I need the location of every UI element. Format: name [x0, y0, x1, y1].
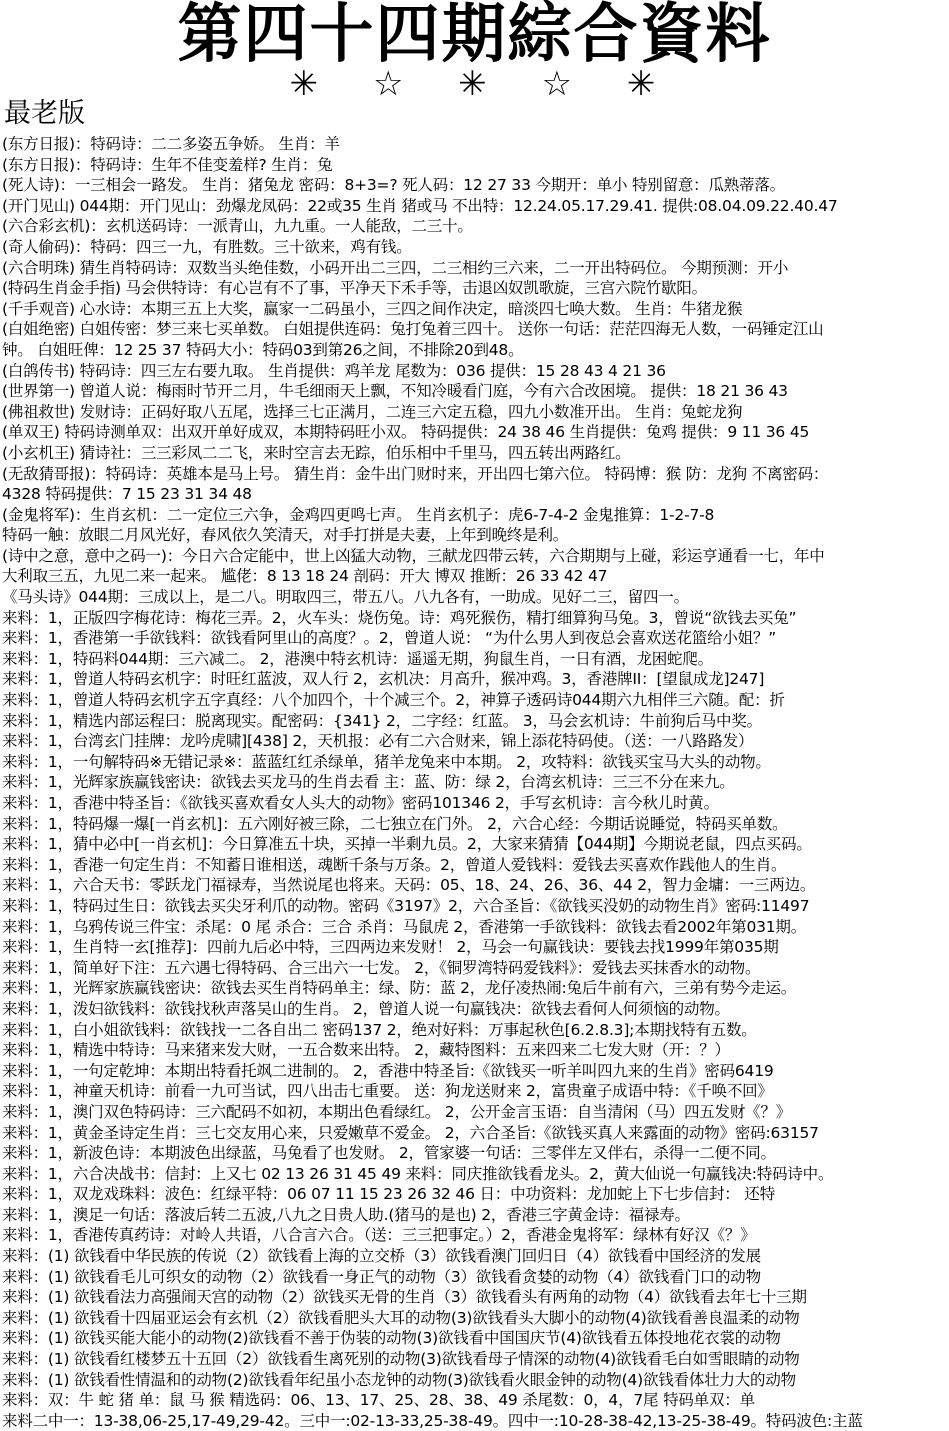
text-line: 来料：1，精选内部运程曰：脱离现实。配密码：{341} 2，二字经：红蓝。 3，马会玄机诗：牛前狗后马中奖。: [2, 711, 762, 730]
text-line: 来料：1，特码爆一爆[一肖玄机]：五六刚好被三除，二七独立在门外。 2，六合心经：今期话说睡觉，特码买单数。: [2, 814, 788, 833]
text-line: 来料：1，泼妇欲钱料：欲钱找秋声落吴山的生肖。 2，曾道人说一句赢钱决：欲钱去看何人何须恼的动物。: [2, 999, 730, 1018]
text-line: (无敌猜哥报)：特码诗：英雄本是马上号。 猜生肖：金牛出门财时来，开出四七第六位。 特码博：猴 防：龙狗 不离密码：: [2, 464, 829, 483]
text-line: 来料：双：牛 蛇 猪 单：鼠 马 猴 精选码：06、13、17、25、28、38、49 杀尾数：0，4，7尾 特码单双：单: [2, 1391, 755, 1410]
text-line: 《马头诗》044期：三成以上，是二八。明取四三，带五八。八九各有，一助成。见好二三，留四一。: [2, 588, 689, 607]
text-line: (开门见山) 044期：开门见山：劲爆龙凤码：22或35 生肖 猪或马 不出特：12.24.05.17.29.41. 提供:08.04.09.22.40.47: [2, 196, 838, 215]
text-line: 来料：1，生肖特一玄[推荐]：四前九后必中特，三四两边来发财！ 2，马会一句赢钱诀：要钱去找1999年第035期: [2, 938, 779, 957]
text-line: (诗中之意，意中之码一)：今日六合定能中，世上凶猛大动物，三献龙四带云转，六合期期与上碰，彩运亨通看一七，年中: [2, 546, 825, 565]
text-line: 来料：1，光辉家族赢钱密诀：欲钱去买生肖特码单主：绿、防：蓝 2，龙仔凌热闹:兔后牛前有六，三弟有势今走运。: [2, 979, 797, 998]
text-line: 来料：(1) 欲钱看法力高强闹天宫的动物（2）欲钱买无骨的生肖（3）欲钱看头有两角的动物（4）欲钱看去年七十三期: [2, 1288, 807, 1307]
text-line: (特码生肖金手指) 马会供特诗：有心岂有不了事，平净天下禾手等，击退凶奴凯歌旋，三宫六院竹歇阳。: [2, 279, 707, 298]
text-line: 来料：1，简单好下注：五六遇七得特码、合三出六一七发。 2，《铜罗湾特码爱钱料》：爱钱去买抹香水的动物。: [2, 958, 761, 977]
text-line: 来料：1，特码料044期：三六减二。 2，港澳中特玄机诗：遥遥无期，狗鼠生肖，一日有酒，龙困蛇爬。: [2, 649, 713, 668]
star-decoration: [0, 66, 949, 102]
text-line: 来料：1，澳足一句话：落波后转二五波,八九之日贵人助.(猪马的是也) 2，香港三字黄金诗：福禄寿。: [2, 1205, 690, 1224]
text-line: 来料：1，曾道人特码玄机字五字真经：八个加四个，十个减三个。2，神算子透码诗044期六九相伴三六随。配：折: [2, 691, 785, 710]
text-line: 来料：(1) 欲钱买能大能小的动物(2)欲钱看不善于伪装的动物(3)欲钱看中国国庆节(4)欲钱看五体投地花衣裳的动物: [2, 1329, 781, 1348]
text-line: 钟。 白姐旺俾：12 25 37 特码大小：特码03到第26之间，不排除20到48。: [2, 340, 524, 359]
text-line: 来料：1，香港第一手欲钱料：欲钱看阿里山的高度？。2，曾道人说： “为什么男人到夜总会喜欢送花篮给小姐？”: [2, 629, 777, 648]
text-line: 来料：1，香港传真药诗：对岭人共语，八合言六合。（送：三三把事定。）2，香港金鬼将军：绿林有好汉《？》: [2, 1226, 756, 1245]
text-line: 来料：1，曾道人特码玄机字：时旺红蓝波，双人行 2，玄机决：月高升，猴冲鸡。3，香港牌II：[望鼠成龙]247]: [2, 670, 765, 689]
text-line: 来料：1，香港中特圣旨：《欲钱买喜欢看女人头大的动物》密码101346 2，手写玄机诗：言今秋儿时黄。: [2, 794, 719, 812]
text-line: 来料二中一：13-38,06-25,17-49,29-42。三中一:02-13-33,25-38-49。四中一:10-28-38-42,13-25-38-49。特码波色:主蓝: [2, 1411, 863, 1430]
text-line: 来料：(1) 欲钱看中华民族的传说（2）欲钱看上海的立交桥（3）欲钱看澳门回归日（4）欲钱看中国经济的发展: [2, 1247, 761, 1266]
text-line: (奇人偷码)：特码：四三一九，有胜数。三十欲来，鸡有钱。: [2, 237, 412, 256]
asterisk-icon: ✳: [626, 64, 660, 104]
text-line: 特码一触：放眼二月风光好，春风依久笑清天，对手打拼是夫妻，上年到晚终是利。: [2, 526, 569, 545]
text-line: 来料：1，新波色诗：本期波色出绿蓝，马兔看了也发财。 2，管家婆一句话：三零伴左又伴右，杀得一二便不同。: [2, 1144, 776, 1163]
text-line: 来料：1，澳门双色特码诗：三六配码不如初，本期出色看绿红。 2，公开金言玉语：自当清闲（马）四五发财《？》: [2, 1102, 792, 1121]
text-line: (世界第一) 曾道人说：梅雨时节开二月，牛毛细雨天上飘，不知冷暖看门庭，今有六合改困境。 提供：18 21 36 43: [2, 382, 788, 401]
text-line: (死人诗)：一三相会一路发。 生肖：猪兔龙 密码：8+3=? 死人码：12 27 33 今期开：单小 特别留意：瓜熟蒂落。: [2, 176, 785, 195]
star-icon: ☆: [372, 64, 408, 104]
text-line: 来料：1，光辉家族赢钱密诀：欲钱去买龙马的生肖去看 主：蓝、防：绿 2，台湾玄机诗：三三不分在来九。: [2, 773, 735, 792]
star-icon: ☆: [541, 64, 577, 104]
text-line: 来料：1，猜中必中[一肖玄机]：今日算准五十块，买掉一半剩九员。2，大家来猜猜【044期】今期说老鼠，四点买码。: [2, 835, 812, 854]
text-line: 来料：(1) 欲钱看红楼梦五十五回（2）欲钱看生离死别的动物(3)欲钱看母子情深的动物(4)欲钱看毛白如雪眼睛的动物: [2, 1350, 800, 1369]
text-line: 来料：(1) 欲钱看十四届亚运会有玄机（2）欲钱看肥头大耳的动物(3)欲钱看头大脚小的动物(4)欲钱看善良温柔的动物: [2, 1308, 800, 1327]
text-line: 来料：1，六合决战书：信封：上又七 02 13 26 31 45 49 来料：同庆推欲钱看龙头。2，黄大仙说一句赢钱决:特码诗中。: [2, 1164, 834, 1183]
text-line: 来料：1，香港一句定生肖：不知蓄日谁相送，魂断千条与万条。2，曾道人爱钱料：爱钱去买喜欢作践他人的生肖。: [2, 855, 787, 874]
page-title: 第四十四期綜合資料: [177, 0, 772, 72]
text-line: (千手观音) 心水诗：本期三五上大奖，赢家一二码虽小，三四之间作决定，暗淡四七唤大数。 生肖：牛猪龙猴: [2, 299, 743, 318]
text-line: (白姐绝密) 白姐传密：梦三来七买单数。 白姐提供连码：兔打兔着三四十。 送你一句话：茫茫四海无人数，一码锤定江山: [2, 320, 824, 339]
text-line: (金鬼将军)：生肖玄机：二一定位三六争，金鸡四更鸣七声。 生肖玄机子：虎6-7-4-2 金鬼推算：1-2-7-8: [2, 505, 715, 524]
text-line: 来料：(1) 欲钱看性情温和的动物(2)欲钱看年纪虽小态龙钟的动物(3)欲钱看火眼金钟的动物(4)欲钱看体壮力大的动物: [2, 1370, 796, 1389]
text-line: 来料：(1) 欲钱看毛儿可织女的动物（2）欲钱看一身正气的动物（3）欲钱看贪婪的动物（4）欲钱看门口的动物: [2, 1267, 761, 1286]
text-line: (东方日报)：特码诗：生年不佳变羞样? 生肖：兔: [2, 155, 333, 174]
text-line: 来料：1，台湾玄门挂牌：龙吟虎啸][438] 2，天机报：必有二六合财来，锦上添花特码使。（送：一八路路发）: [2, 732, 754, 751]
text-line: 来料：1，乌鸦传说三件宝：杀尾：0 尾 杀合：三合 杀肖：马鼠虎 2，香港第一手欲钱料：欲钱去看2002年第031期。: [2, 917, 807, 936]
text-line: (白鸽传书) 特码诗：四三左右要九取。 生肖提供：鸡羊龙 尾数为：036 提供：15 28 43 4 21 36: [2, 361, 666, 380]
text-line: (小玄机王) 猜诗社：三三彩凤二二飞，来时空言去无踪，伯乐相中千里马，四五转出两路红。: [2, 443, 631, 462]
asterisk-icon: ✳: [289, 64, 323, 104]
text-line: 来料：1，六合天书：零跃龙门福禄寿，当然说尾也将来。天码：05、18、24、26、36、44 2，智力金墉：一三两边。: [2, 876, 816, 895]
text-line: 来料：1，双龙戏珠料：波色：红绿平特：06 07 11 15 23 26 32 46 日：中功资料：龙加蛇上下七步信封： 还特: [2, 1185, 775, 1204]
text-line: 来料：1，黄金圣诗定生肖：三七交友用心来，只爱嫩草不爱金。 2，六合圣旨:《欲钱买真人来露面的动物》密码:63157: [2, 1123, 819, 1142]
text-line: 来料：1，精选中特诗：马来猪来发大财，一五合数来出特。 2，藏特图料：五来四来二七发大财（开：？）: [2, 1041, 730, 1060]
text-line: (六合明珠) 猜生肖特码诗：双数当头绝佳数，小码开出二三四，二三相约三六来，二一开出特码位。 今期预测：开小: [2, 258, 789, 277]
asterisk-icon: ✳: [458, 64, 491, 104]
text-line: (佛祖救世) 发财诗：正码好取八五尾，选择三七正满月，二连三六定五稳，四九小数准开出。 生肖：兔蛇龙狗: [2, 402, 743, 421]
text-line: 来料：1，特码过生日：欲钱去买尖牙利爪的动物。密码《3197》2，六合圣旨：《欲钱买没奶的动物生肖》密码:11497: [2, 896, 810, 915]
text-line: 来料：1，一句定乾坤：本期出特看托飒二进制的。 2，香港中特圣旨:《欲钱买一听羊叫四九来的生肖》密码6419: [2, 1061, 774, 1080]
text-line: 来料：1，正版四字梅花诗：梅花三弄。2，火车头：烧伤兔。诗：鸡死猴伤，精打细算狗马兔。3，曾说“欲钱去买兔”: [2, 608, 797, 627]
document-body: [2, 134, 947, 1431]
text-line: (六合彩玄机)：玄机送码诗：一派青山，九九重。一人能敌，二三十。: [2, 217, 473, 236]
text-line: (东方日报)：特码诗：二二多姿五争娇。 生肖：羊: [2, 135, 340, 153]
text-line: 来料：1，神童天机诗：前看一九可当试，四八出击七重要。 送：狗龙送财来 2，富贵童子成语中特：《千唤不回》: [2, 1082, 773, 1101]
text-line: 4328 特码提供：7 15 23 31 34 48: [2, 485, 252, 504]
text-line: 来料：1，白小姐欲钱料：欲钱找一二各自出二 密码137 2，绝对好料：万事起秋色[6.2.8.3];本期找特有五数。: [2, 1020, 757, 1039]
text-line: 大利取三五，九见二来一起来。 尴佬：8 13 18 24 剖码：开大 博双 推断：26 33 42 47: [2, 567, 608, 586]
edition-label: 最老版: [4, 98, 85, 129]
text-line: 来料：1，一句解特码※无错记录※：蓝蓝红红杀绿单，猪羊龙兔来中本期。 2，攻特料：欲钱买宝马大头的动物。: [2, 752, 771, 771]
text-line: (单双王) 特码诗测单双：出双开单好成双，本期特码旺小双。 特码提供：24 38 46 生肖提供：兔鸡 提供：9 11 36 45: [2, 423, 810, 442]
